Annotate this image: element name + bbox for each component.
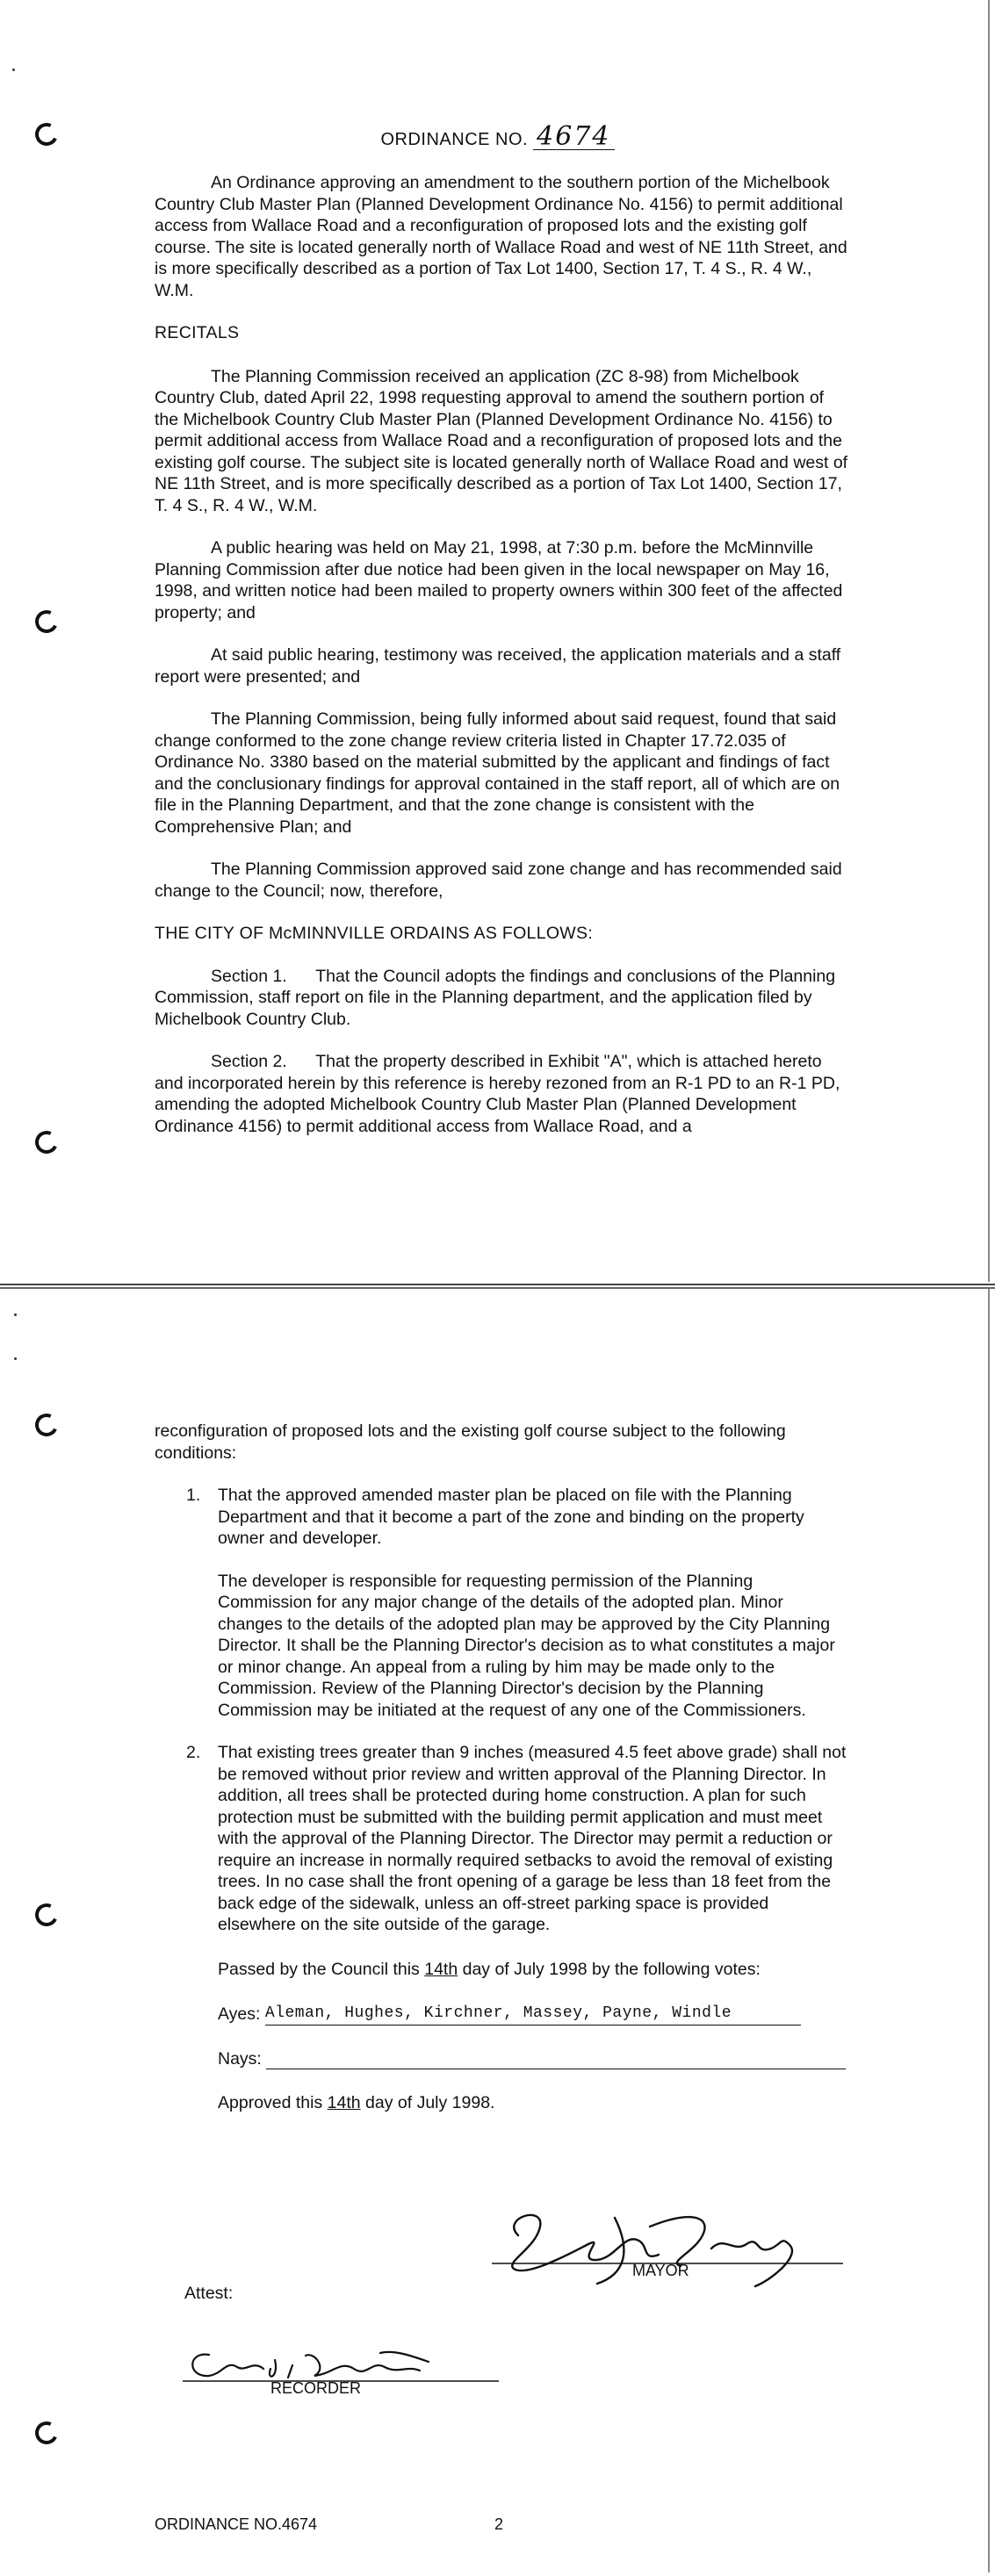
punch-hole-icon xyxy=(32,607,61,636)
scan-speck xyxy=(12,68,15,71)
nays-blank xyxy=(266,2051,846,2069)
punch-hole-icon xyxy=(32,1410,61,1439)
recital-paragraph: A public hearing was held on May 21, 1998, at 7:30 p.m. before the McMinnville Planning Commission after due notice had been given in the local newspaper on May 16, 1998, and written notice had been mailed to property owners within 300 feet of the affected property; and xyxy=(155,538,843,622)
condition-one-detail: The developer is responsible for requesting permission of the Planning Commission for any major change of the details of the adopted plan. Minor changes to the details of the adopted plan may be approved by the City Planning Director. It shall be the Planning Director's decision as to what constitutes a major or minor change. An appeal from a ruling by him may be made only to the Commission. Review of the Planning Director's decision by the Planning Commission may be initiated at the request of any one of the Commissioners. xyxy=(218,1571,835,1720)
scan-speck xyxy=(14,1313,17,1316)
mayor-signature-block xyxy=(492,2200,847,2296)
ayes-names: Aleman, Hughes, Kirchner, Massey, Payne, Windle xyxy=(265,2003,801,2026)
recitals-heading: RECITALS xyxy=(155,323,240,342)
scan-speck xyxy=(14,1357,17,1360)
approved-line: Approved this 14th day of July 1998. xyxy=(218,2093,495,2112)
punch-hole-icon xyxy=(32,1127,61,1156)
vote-block xyxy=(218,1959,848,2114)
scan-edge-line xyxy=(988,0,990,1282)
conditions-list xyxy=(186,1485,848,1936)
section-two-continuation: reconfiguration of proposed lots and the existing golf course subject to the following conditions: xyxy=(155,1421,786,1463)
recital-paragraph: At said public hearing, testimony was received, the application materials and a staff report were presented; and xyxy=(155,645,841,687)
ayes-line: Ayes: Aleman, Hughes, Kirchner, Massey, Payne, Windle xyxy=(218,2003,848,2026)
page-one-body xyxy=(155,172,848,1137)
section-one: Section 1. That the Council adopts the findings and conclusions of the Planning Commission, staff report on file in the Planning department, and the application filed by Michelbook Country Club. xyxy=(155,966,836,1029)
ordains-heading: THE CITY OF McMINNVILLE ORDAINS AS FOLLOWS: xyxy=(155,924,594,943)
page-two-body xyxy=(155,1421,848,2114)
recital-paragraph: The Planning Commission, being fully informed about said request, found that said change conformed to the zone change review criteria listed in Chapter 17.72.035 of Ordinance No. 3380 based on the material submitted by the applicant and findings of fact and the conclusionary findings for approval contained in the staff report, all of which are on file in the Planning Department, and that the zone change is consistent with the Comprehensive Plan; and xyxy=(155,709,840,837)
passed-line: Passed by the Council this 14th day of July 1998 by the following votes: xyxy=(218,1959,761,1979)
condition-two-text: That existing trees greater than 9 inches (measured 4.5 feet above grade) shall not be removed without prior review and written approval of the Planning Director. In addition, all trees shall be protected during home construction. A plan for such protection must be submitted with the building permit application and must meet with the approval of the Planning Director. The Director may permit a reduction or require an increase in normally required setbacks to avoid the removal of existing trees. In no case shall the front opening of a garage be less than 18 feet from the back edge of the sidewalk, unless an off-street parking space is provided elsewhere on the site outside of the garage. xyxy=(218,1743,847,1934)
page-footer: ORDINANCE NO.4674 xyxy=(155,2515,318,2533)
condition-item: 2. That existing trees greater than 9 inches (measured 4.5 feet above grade) shall not be removed without prior review and written approval of the Planning Director. In addition, all trees shall be protected during home construction. A plan for such protection must be submitted with the building permit application and must meet with the approval of the Planning Director. The Director may permit a reduction or require an increase in normally required setbacks to avoid the removal of existing trees. In no case shall the front opening of a garage be less than 18 feet from the back edge of the sidewalk, unless an off-street parking space is provided elsewhere on the site outside of the garage. xyxy=(186,1742,848,1936)
ordinance-intro: An Ordinance approving an amendment to the southern portion of the Michelbook Country Club Master Plan (Planned Development Ordinance No. 4156) to permit additional access from Wallace Road and a reconfiguration of proposed lots and the existing golf course. The site is located generally north of Wallace Road and west of NE 11th Street, and is more specifically described as a portion of Tax Lot 1400, Section 17, T. 4 S., R. 4 W., W.M. xyxy=(155,173,847,300)
condition-one-text: That the approved amended master plan be placed on file with the Planning Department and that it become a part of the zone and binding on the property owner and developer. xyxy=(218,1486,804,1548)
nays-line: Nays: xyxy=(218,2048,848,2070)
recital-paragraph: The Planning Commission received an application (ZC 8-98) from Michelbook Country Club, dated April 22, 1998 requesting approval to amend the southern portion of the Michelbook Country Club Master Plan (Planned Development Ordinance No. 4156) to permit additional access from Wallace Road and a reconfiguration of proposed lots and the existing golf course. The subject site is located generally north of Wallace Road and west of NE 11th Street, and is more specifically described as a portion of Tax Lot 1400, Section 17, T. 4 S., R. 4 W., W.M. xyxy=(155,366,848,515)
attest-label: Attest: xyxy=(184,2284,234,2303)
punch-hole-icon xyxy=(32,1900,61,1929)
page-one xyxy=(0,0,995,1284)
recorder-label: RECORDER xyxy=(270,2379,362,2397)
condition-item: 1. That the approved amended master plan be placed on file with the Planning Department and that it become a part of the zone and binding on the property owner and developer. The developer is responsible for requesting permission of the Planning Commission for any major change of the details of the adopted plan. Minor changes to the details of the adopted plan may be approved by the City Planning Director. It shall be the Planning Director's decision as to what constitutes a major or minor change. An appeal from a ruling by him may be made only to the Commission. Review of the Planning Director's decision by the Planning Commission may be initiated at the request of any one of the Commissioners. xyxy=(186,1485,848,1721)
recital-paragraph: The Planning Commission approved said zone change and has recommended said change to the Council; now, therefore, xyxy=(155,860,842,901)
scan-edge-line xyxy=(988,1289,990,2572)
page-number: 2 xyxy=(494,2515,504,2533)
handwritten-ordinance-number: 4674 xyxy=(533,125,614,150)
page-two xyxy=(0,1289,995,2576)
mayor-label: MAYOR xyxy=(632,2262,689,2279)
ordinance-title: ORDINANCE NO. 4674 xyxy=(0,125,995,150)
recorder-signature-block xyxy=(183,2342,499,2398)
section-two: Section 2. That the property described in Exhibit "A", which is attached hereto and incorporated herein by this reference is hereby rezoned from an R-1 PD to an R-1 PD, amending the adopted Michelbook Country Club Master Plan (Planned Development Ordinance 4156) to permit additional access from Wallace Road, and a xyxy=(155,1052,840,1136)
punch-hole-icon xyxy=(32,2418,61,2447)
